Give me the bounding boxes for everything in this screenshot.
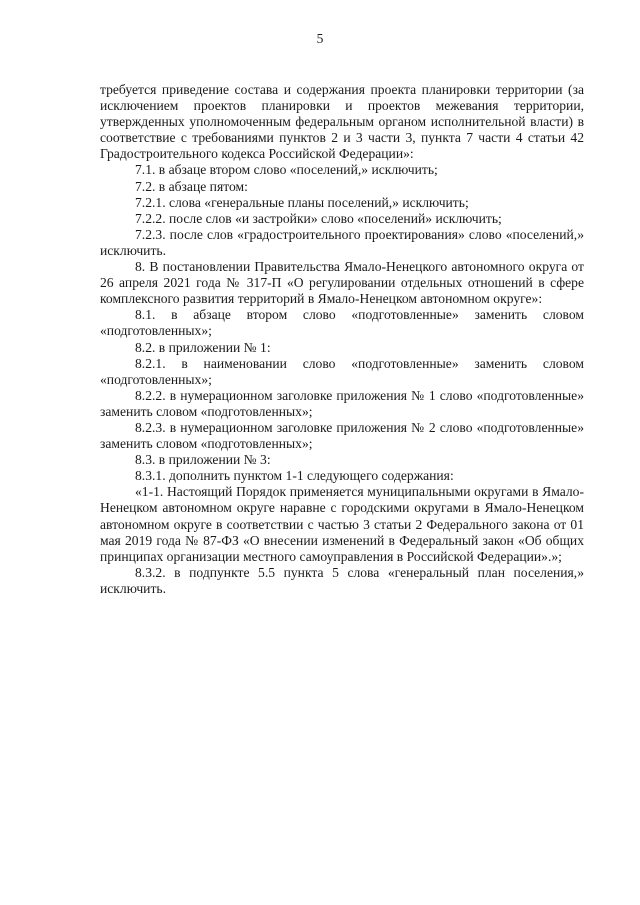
paragraph-8: 8. В постановлении Правительства Ямало-Ненецкого автономного округа от 26 апреля 2021 года № 317-П «О регулировании отдельных отношений в сфере комплексного развития территорий в Ямало-Ненецком автономном округе»: (100, 259, 584, 307)
paragraph-quote-1-1: «1-1. Настоящий Порядок применяется муниципальными округами в Ямало-Ненецком автономном округе наравне с городскими округами в Ямало-Ненецком автономном округе в соответствии с частью 3 статьи 2 Федерального закона от 01 мая 2019 года № 87-ФЗ «О внесении изменений в Федеральный закон «Об общих принципах организации местного самоуправления в Российской Федерации».»; (100, 484, 584, 564)
paragraph-8-2-1: 8.2.1. в наименовании слово «подготовленные» заменить словом «подготовленных»; (100, 355, 584, 387)
document-body (100, 82, 584, 597)
paragraph-8-3: 8.3. в приложении № 3: (135, 452, 271, 468)
paragraph-8-2-3: 8.2.3. в нумерационном заголовке приложения № 2 слово «подготовленные» заменить словом «подготовленных»; (100, 419, 584, 452)
paragraph-8-3-1: 8.3.1. дополнить пунктом 1-1 следующего содержания: (135, 468, 454, 484)
paragraph-continuation: требуется приведение состава и содержания проекта планировки территории (за исключением проектов планировки и проектов межевания территории, утвержденных уполномоченным федеральным органом исполнительной власти) в соответствие с требованиями пунктов 2 и 3 части 3, пункта 7 части 4 статьи 42 Градостроительного кодекса Российской Федерации»: (100, 82, 584, 162)
paragraph-8-1: 8.1. в абзаце втором слово «подготовленные» заменить словом «подготовленных»; (100, 307, 584, 339)
paragraph-7-1: 7.1. в абзаце втором слово «поселений,» исключить; (135, 162, 438, 178)
page-number: 5 (316, 31, 324, 46)
paragraph-7-2-1: 7.2.1. слова «генеральные планы поселений,» исключить; (135, 194, 469, 210)
paragraph-8-3-2: 8.3.2. в подпункте 5.5 пункта 5 слова «генеральный план поселения,» исключить. (100, 564, 584, 596)
paragraph-8-2: 8.2. в приложении № 1: (135, 339, 271, 355)
paragraph-7-2-2: 7.2.2. после слов «и застройки» слово «поселений» исключить; (135, 210, 502, 226)
paragraph-7-2-3: 7.2.3. после слов «градостроительного проектирования» слово «поселений,» исключить. (100, 226, 584, 258)
paragraph-8-2-2: 8.2.2. в нумерационном заголовке приложения № 1 слово «подготовленные» заменить словом «подготовленных»; (100, 387, 584, 419)
paragraph-7-2: 7.2. в абзаце пятом: (135, 178, 248, 194)
